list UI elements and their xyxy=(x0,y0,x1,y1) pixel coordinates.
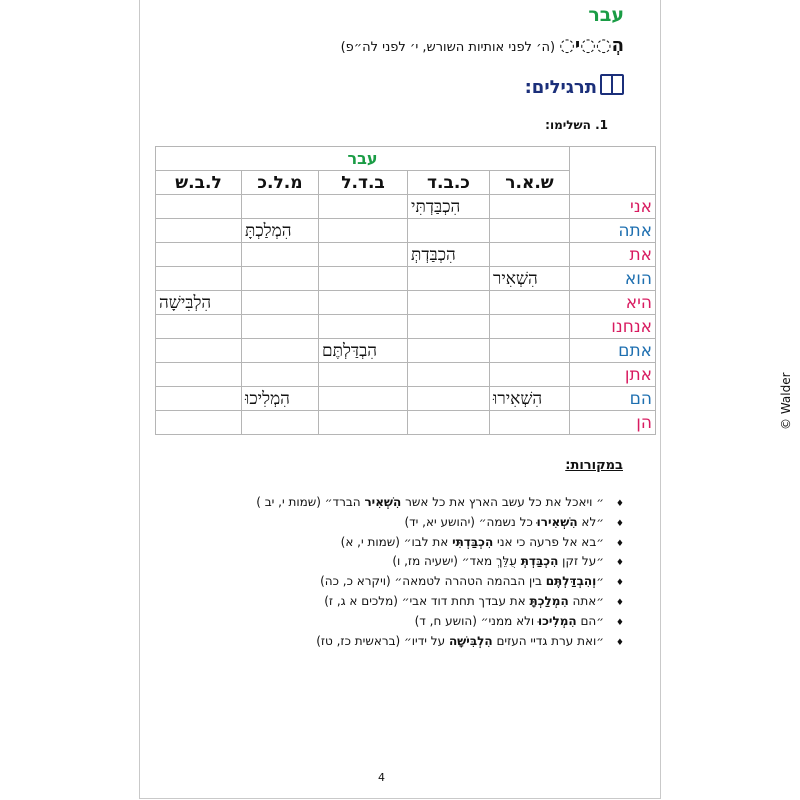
empty-answer-cell[interactable] xyxy=(408,267,490,291)
group-header-row xyxy=(156,147,656,171)
highlighted-verb: הִלְבִּישָׁה xyxy=(448,633,493,648)
quote-text: ״על זקן xyxy=(558,554,604,569)
binyan-rest: ◌◌י◌ xyxy=(559,35,612,56)
pronoun-cell: אתם xyxy=(570,339,656,363)
quote-text: ״בא אל פרעה כי אני xyxy=(493,534,604,549)
pronoun-cell: הן xyxy=(570,411,656,435)
bullet-icon: ♦ xyxy=(615,637,624,648)
empty-answer-cell[interactable] xyxy=(319,243,408,267)
bullet-icon: ♦ xyxy=(615,538,624,549)
empty-answer-cell[interactable] xyxy=(156,195,242,219)
binyan-pattern xyxy=(341,35,624,56)
bullet-icon: ♦ xyxy=(615,578,624,589)
quote-reference: כל נשמה״ (יהושע יא, יד) xyxy=(404,514,537,529)
binyan-note: (ה׳ לפני אותיות השורש, י׳ לפני לה״פ) xyxy=(340,40,556,55)
binyan-prefix: הְ xyxy=(611,35,624,56)
quote-text: ״ xyxy=(596,574,604,589)
empty-answer-cell[interactable] xyxy=(490,363,570,387)
bullet-icon: ♦ xyxy=(615,518,624,529)
root-header: מ.ל.כ xyxy=(242,171,319,195)
highlighted-verb: הִמְלִיכוּ xyxy=(538,613,577,628)
quote-reference: על ידיו״ (בראשית כז, טז) xyxy=(316,633,449,648)
empty-answer-cell[interactable] xyxy=(156,315,242,339)
table-row xyxy=(156,339,656,363)
answer-cell: הִכְבַּדְתְּ xyxy=(408,243,490,267)
root-header: ל.ב.ש xyxy=(156,171,242,195)
quote-text: ״הם xyxy=(576,613,604,628)
bullet-icon: ♦ xyxy=(615,499,624,509)
empty-answer-cell[interactable] xyxy=(156,339,242,363)
bullet-icon: ♦ xyxy=(615,597,624,608)
empty-answer-cell[interactable] xyxy=(408,363,490,387)
table-row xyxy=(156,243,656,267)
empty-answer-cell[interactable] xyxy=(408,315,490,339)
empty-answer-cell[interactable] xyxy=(408,411,490,435)
empty-answer-cell[interactable] xyxy=(490,195,570,219)
empty-answer-cell[interactable] xyxy=(490,315,570,339)
empty-answer-cell[interactable] xyxy=(319,315,408,339)
highlighted-verb: הִכְבַּדְתְּ xyxy=(520,554,559,569)
list-item xyxy=(256,513,624,533)
table-row xyxy=(156,411,656,435)
quote-reference: את עבדך תחת דוד אבי״ (מלכים א ג, ז) xyxy=(324,593,530,608)
answer-cell: הִלְבִּישָׁה xyxy=(156,291,242,315)
empty-answer-cell[interactable] xyxy=(156,219,242,243)
empty-answer-cell[interactable] xyxy=(319,291,408,315)
table-row xyxy=(156,387,656,411)
quote-text: ״ואת ערת גדיי העזים xyxy=(492,633,604,648)
empty-answer-cell[interactable] xyxy=(242,339,319,363)
empty-answer-cell[interactable] xyxy=(490,219,570,243)
empty-answer-cell[interactable] xyxy=(319,387,408,411)
sources-list xyxy=(256,493,624,651)
corner-cell xyxy=(570,147,656,195)
list-item xyxy=(256,533,624,553)
pronoun-cell: הם xyxy=(570,387,656,411)
sources-title: במקורות: xyxy=(565,458,623,473)
empty-answer-cell[interactable] xyxy=(319,195,408,219)
answer-cell: הִשְׁאִירוּ xyxy=(490,387,570,411)
pronoun-cell: אנחנו xyxy=(570,315,656,339)
empty-answer-cell[interactable] xyxy=(242,195,319,219)
quote-text: ״ ויאכל את כל עשב הארץ את כל אשר xyxy=(401,495,604,509)
quote-reference: הברד״ (שמות י, יב ) xyxy=(256,495,365,509)
exercises-label: תרגילים: xyxy=(524,77,597,98)
highlighted-verb: הִשְׁאִיר xyxy=(364,495,402,509)
list-item xyxy=(256,552,624,572)
conjugation-table xyxy=(155,146,656,435)
empty-answer-cell[interactable] xyxy=(490,339,570,363)
empty-answer-cell[interactable] xyxy=(408,339,490,363)
list-item xyxy=(256,632,624,652)
table-row xyxy=(156,267,656,291)
empty-answer-cell[interactable] xyxy=(319,411,408,435)
root-header: ש.א.ר xyxy=(490,171,570,195)
table-row xyxy=(156,291,656,315)
list-item xyxy=(256,592,624,612)
empty-answer-cell[interactable] xyxy=(242,411,319,435)
empty-answer-cell[interactable] xyxy=(408,291,490,315)
empty-answer-cell[interactable] xyxy=(490,243,570,267)
list-item xyxy=(256,572,624,592)
answer-cell: הִבְדַּלְתֶּם xyxy=(319,339,408,363)
empty-answer-cell[interactable] xyxy=(408,387,490,411)
pronoun-cell: אתה xyxy=(570,219,656,243)
bullet-icon: ♦ xyxy=(615,558,624,569)
empty-answer-cell[interactable] xyxy=(242,315,319,339)
quote-reference: עֻלֵּךְ מאד״ (ישעיה מז, ו) xyxy=(392,554,521,569)
highlighted-verb: הִשְׁאִירוּ xyxy=(536,514,578,529)
table-row xyxy=(156,315,656,339)
empty-answer-cell[interactable] xyxy=(408,219,490,243)
empty-answer-cell[interactable] xyxy=(319,219,408,243)
empty-answer-cell[interactable] xyxy=(242,363,319,387)
book-icon xyxy=(600,74,624,95)
bullet-icon: ♦ xyxy=(615,617,624,628)
list-item xyxy=(256,493,624,513)
pronoun-cell: אני xyxy=(570,195,656,219)
page-number: 4 xyxy=(378,771,385,784)
empty-answer-cell[interactable] xyxy=(490,291,570,315)
empty-answer-cell[interactable] xyxy=(156,363,242,387)
answer-cell: הִמְלִיכוּ xyxy=(242,387,319,411)
highlighted-verb: וְהִבְדַּלְתֶּם xyxy=(545,574,597,589)
empty-answer-cell[interactable] xyxy=(242,291,319,315)
empty-answer-cell[interactable] xyxy=(242,243,319,267)
root-header: ב.ד.ל xyxy=(319,171,408,195)
answer-cell: הִמְלַכְתָּ xyxy=(242,219,319,243)
group-header: עבר xyxy=(156,147,570,171)
quote-reference: את לבו״ (שמות י, א) xyxy=(340,534,453,549)
empty-answer-cell[interactable] xyxy=(156,411,242,435)
page-title: עבר xyxy=(588,4,624,26)
root-header: כ.ב.ד xyxy=(408,171,490,195)
instruction: 1. השלימו: xyxy=(545,118,608,132)
highlighted-verb: הִכְבַּדְתִּי xyxy=(452,534,494,549)
empty-answer-cell[interactable] xyxy=(319,267,408,291)
table-row xyxy=(156,363,656,387)
pronoun-cell: אתן xyxy=(570,363,656,387)
pronoun-cell: הוא xyxy=(570,267,656,291)
table-row xyxy=(156,219,656,243)
quote-text: ״לא xyxy=(577,514,604,529)
copyright-text: © Walder xyxy=(779,372,793,430)
pronoun-cell: את xyxy=(570,243,656,267)
empty-answer-cell[interactable] xyxy=(242,267,319,291)
copyright xyxy=(779,372,793,430)
table-row xyxy=(156,195,656,219)
empty-answer-cell[interactable] xyxy=(156,387,242,411)
highlighted-verb: הִמְלַכְתָּ xyxy=(529,593,569,608)
empty-answer-cell[interactable] xyxy=(490,411,570,435)
quote-text: ״אתה xyxy=(568,593,604,608)
list-item xyxy=(256,612,624,632)
exercises-heading xyxy=(525,74,624,98)
empty-answer-cell[interactable] xyxy=(319,363,408,387)
answer-cell: הִשְׁאִיר xyxy=(490,267,570,291)
quote-reference: ולא ממני״ (הושע ח, ד) xyxy=(414,613,538,628)
quote-reference: בין הבהמה הטהרה לטמאה״ (ויקרא כ, כה) xyxy=(320,574,546,589)
empty-answer-cell[interactable] xyxy=(156,267,242,291)
pronoun-cell: היא xyxy=(570,291,656,315)
answer-cell: הִכְבַּדְתִּי xyxy=(408,195,490,219)
empty-answer-cell[interactable] xyxy=(156,243,242,267)
